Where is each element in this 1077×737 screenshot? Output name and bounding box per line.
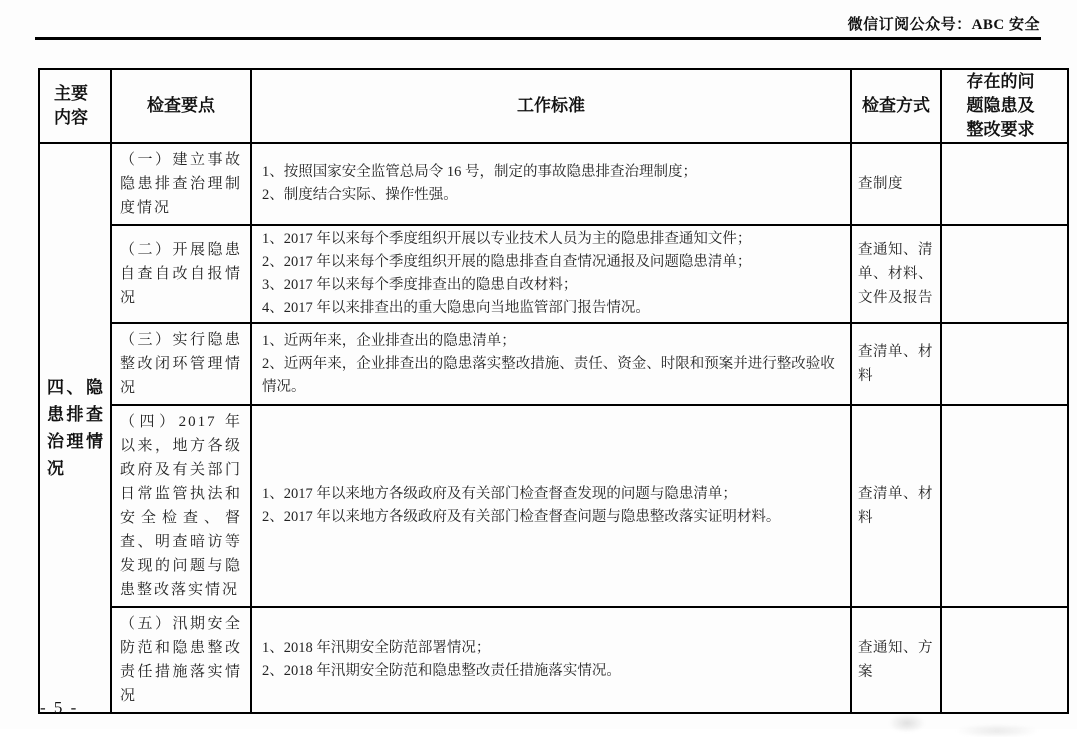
header-note: 微信订阅公众号：ABC 安全 — [847, 17, 1040, 33]
table-header-row — [39, 69, 1068, 143]
col-header-check-points: 检查要点 — [111, 69, 251, 143]
point-cell: （五）汛期安全防范和隐患整改责任措施落实情况 — [111, 607, 251, 713]
issues-cell — [941, 607, 1068, 713]
issues-cell — [941, 225, 1068, 323]
table-row — [39, 323, 1068, 405]
point-cell: （一）建立事故隐患排查治理制度情况 — [111, 143, 251, 225]
point-cell: （二）开展隐患自查自改自报情况 — [111, 225, 251, 323]
standard-line: 2、2017 年以来每个季度组织开展的隐患排查自查情况通报及问题隐患清单； — [262, 254, 752, 270]
standard-line: 1、近两年来，企业排查出的隐患清单； — [262, 332, 516, 349]
table-row — [39, 607, 1068, 713]
standard-cell — [251, 225, 851, 323]
standard-line: 4、2017 年以来排查出的重大隐患向当地监管部门报告情况。 — [262, 300, 650, 316]
standard-line: 2、制度结合实际、操作性强。 — [262, 187, 458, 203]
standard-line: 1、2017 年以来每个季度组织开展以专业技术人员为主的隐患排查通知文件； — [262, 231, 752, 247]
standard-line: 1、2017 年以来地方各级政府及有关部门检查督查发现的问题与隐患清单； — [262, 486, 737, 502]
standard-line: 3、2017 年以来每个季度排查出的隐患自改材料； — [262, 277, 578, 293]
table-row — [39, 405, 1068, 607]
standard-cell — [251, 607, 851, 713]
method-cell: 查制度 — [851, 143, 941, 225]
point-cell: （三）实行隐患整改闭环管理情况 — [111, 323, 251, 405]
header-rule — [35, 37, 1041, 40]
method-cell: 查清单、材料 — [851, 405, 941, 607]
standard-line: 2、2017 年以来地方各级政府及有关部门检查督查问题与隐患整改落实证明材料。 — [262, 509, 781, 525]
issues-cell — [941, 323, 1068, 405]
point-cell: （四）2017 年以来，地方各级政府及有关部门日常监管执法和安全检查、督查、明查暗访等发现的问题与隐患整改落实情况 — [111, 405, 251, 607]
standard-line: 1、2018 年汛期安全防范部署情况； — [262, 640, 491, 656]
page-number: - 5 - — [40, 698, 79, 717]
col-header-work-standard: 工作标准 — [251, 69, 851, 143]
table-row — [39, 143, 1068, 225]
standard-cell — [251, 143, 851, 225]
issues-cell — [941, 143, 1068, 225]
standard-cell — [251, 405, 851, 607]
standard-line: 2、近两年来，企业排查出的隐患落实整改措施、责任、资金、时限和预案并进行整改验收情况。 — [262, 355, 835, 395]
col-header-check-method: 检查方式 — [851, 69, 941, 143]
col-header-main-content: 主要内容 — [39, 69, 111, 143]
main-content-cell: 四、隐患排查治理情况 — [39, 143, 111, 713]
table-row — [39, 225, 1068, 323]
standard-line: 1、按照国家安全监管总局令 16 号，制定的事故隐患排查治理制度； — [262, 164, 697, 180]
standard-cell — [251, 323, 851, 405]
col-header-issues: 存在的问题隐患及整改要求 — [941, 69, 1068, 143]
issues-cell — [941, 405, 1068, 607]
method-cell: 查通知、清单、材料、文件及报告 — [851, 225, 941, 323]
method-cell: 查通知、方案 — [851, 607, 941, 713]
inspection-table — [38, 68, 1069, 714]
standard-line: 2、2018 年汛期安全防范和隐患整改责任措施落实情况。 — [262, 663, 621, 679]
method-cell: 查清单、材料 — [851, 323, 941, 405]
